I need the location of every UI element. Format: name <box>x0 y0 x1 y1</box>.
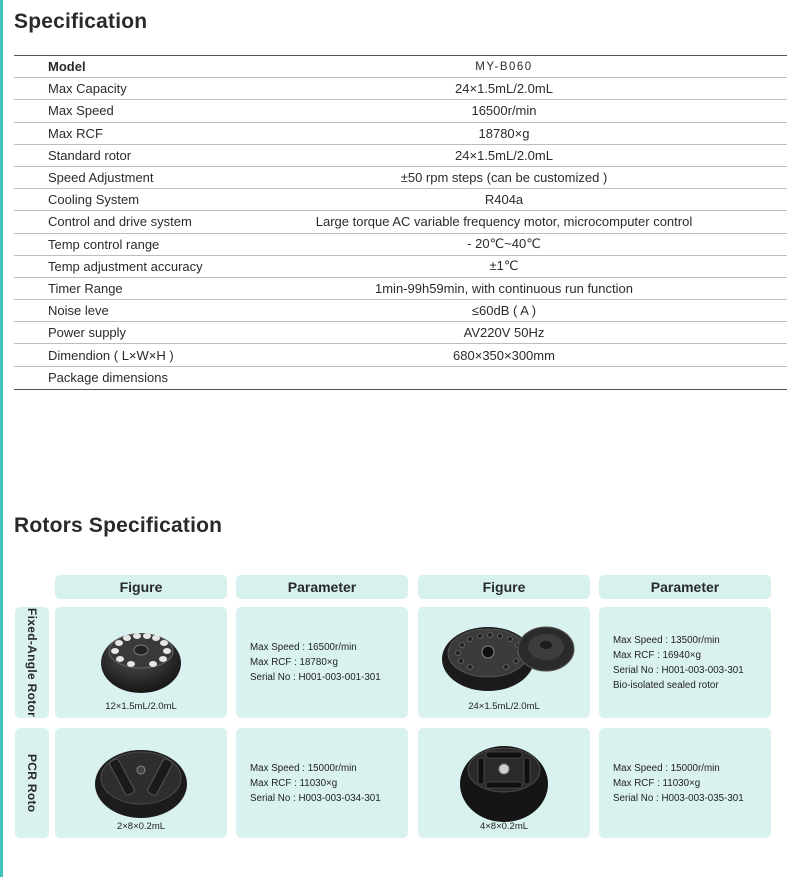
spec-value: MY-B060 <box>475 60 533 73</box>
figure-caption: 12×1.5mL/2.0mL <box>105 701 177 712</box>
spec-value: 1min-99h59min, with continuous run function <box>375 280 633 296</box>
spec-row <box>14 344 787 366</box>
param-line: Max Speed : 13500r/min <box>613 634 720 646</box>
header-parameter: Parameter <box>236 575 408 599</box>
spec-label: Max Speed <box>48 103 114 119</box>
spec-value: 680×350×300mm <box>453 347 555 363</box>
param-line: Max Speed : 15000r/min <box>613 762 720 774</box>
left-accent-bar <box>0 0 3 877</box>
param-line: Max RCF : 16940×g <box>613 649 701 661</box>
spec-row <box>14 189 787 211</box>
spec-row <box>14 145 787 167</box>
figure-cell-r3 <box>55 728 227 838</box>
spec-label: Max Capacity <box>48 81 127 97</box>
spec-title: Specification <box>14 10 148 33</box>
spec-value: 18780×g <box>478 125 530 141</box>
spec-value: 16500r/min <box>471 103 537 119</box>
spec-label: Control and drive system <box>48 214 192 230</box>
spec-row <box>14 100 787 122</box>
spec-label: Dimendion ( L×W×H ) <box>48 347 174 363</box>
spec-row <box>14 234 787 256</box>
spec-value: ±1℃ <box>489 258 519 274</box>
spec-value: AV220V 50Hz <box>463 325 545 341</box>
figure-cell-r1 <box>55 607 227 718</box>
parameter-cell-r1 <box>236 607 408 718</box>
spec-row <box>14 78 787 100</box>
spec-label: Max RCF <box>48 125 103 141</box>
spec-label: Package dimensions <box>48 370 168 386</box>
figure-caption: 24×1.5mL/2.0mL <box>468 701 540 712</box>
group-label-text: PCR Roto <box>25 753 39 813</box>
figure-caption: 4×8×0.2mL <box>479 821 529 832</box>
spec-value: ±50 rpm steps (can be customized ) <box>400 170 608 186</box>
parameter-cell-r3 <box>236 728 408 838</box>
parameter-list <box>250 728 381 838</box>
spec-value: 24×1.5mL/2.0mL <box>455 147 553 163</box>
parameter-list <box>613 728 744 838</box>
spec-row <box>14 278 787 300</box>
param-line: Serial No : H003-003-034-301 <box>250 792 381 804</box>
spec-label: Timer Range <box>48 280 123 296</box>
spec-value: ≤60dB ( A ) <box>471 303 537 319</box>
parameter-list <box>250 607 381 718</box>
figure-cell-r2 <box>418 607 590 718</box>
spec-row <box>14 300 787 322</box>
param-line: Serial No : H001-003-001-301 <box>250 672 381 683</box>
spec-label: Cooling System <box>48 192 140 208</box>
spec-table <box>14 55 787 390</box>
spec-row <box>14 167 787 189</box>
param-line: Bio-isolated sealed rotor <box>613 679 719 691</box>
spec-row-model <box>14 56 787 78</box>
rotor-grid <box>15 575 775 840</box>
spec-value: Large torque AC variable frequency motor, microcomputer control <box>315 214 693 230</box>
param-line: Serial No : H001-003-003-301 <box>613 664 744 676</box>
spec-row <box>14 322 787 344</box>
param-line: Max RCF : 18780×g <box>250 657 338 668</box>
spec-value: R404a <box>484 192 524 208</box>
spec-row <box>14 256 787 278</box>
header-figure: Figure <box>418 575 590 599</box>
parameter-cell-r4 <box>599 728 771 838</box>
rotors-title: Rotors Specification <box>14 514 223 537</box>
spec-row <box>14 367 787 389</box>
spec-label: Speed Adjustment <box>48 170 154 186</box>
param-line: Max Speed : 16500r/min <box>250 642 357 653</box>
figure-cell-r4 <box>418 728 590 838</box>
spec-label: Noise leve <box>48 303 109 319</box>
spec-label: Temp control range <box>48 236 160 252</box>
param-line: Max RCF : 11030×g <box>613 777 701 789</box>
spec-row <box>14 123 787 145</box>
param-line: Max Speed : 15000r/min <box>250 762 357 774</box>
group-label-text: Fixed-Angle Rotor <box>25 607 39 718</box>
spec-value: 24×1.5mL/2.0mL <box>455 81 553 97</box>
header-figure: Figure <box>55 575 227 599</box>
param-line: Serial No : H003-003-035-301 <box>613 792 744 804</box>
spec-label: Temp adjustment accuracy <box>48 258 203 274</box>
spec-label: Power supply <box>48 325 127 341</box>
header-parameter: Parameter <box>599 575 771 599</box>
spec-label: Model <box>48 59 86 75</box>
parameter-cell-r2 <box>599 607 771 718</box>
group-label-fixed-angle <box>15 607 49 718</box>
group-label-pcr <box>15 728 49 838</box>
spec-row <box>14 211 787 233</box>
spec-value: - 20℃~40℃ <box>467 236 541 252</box>
figure-caption: 2×8×0.2mL <box>116 821 166 832</box>
spec-label: Standard rotor <box>48 147 132 163</box>
parameter-list <box>613 607 744 718</box>
param-line: Max RCF : 11030×g <box>250 777 338 789</box>
